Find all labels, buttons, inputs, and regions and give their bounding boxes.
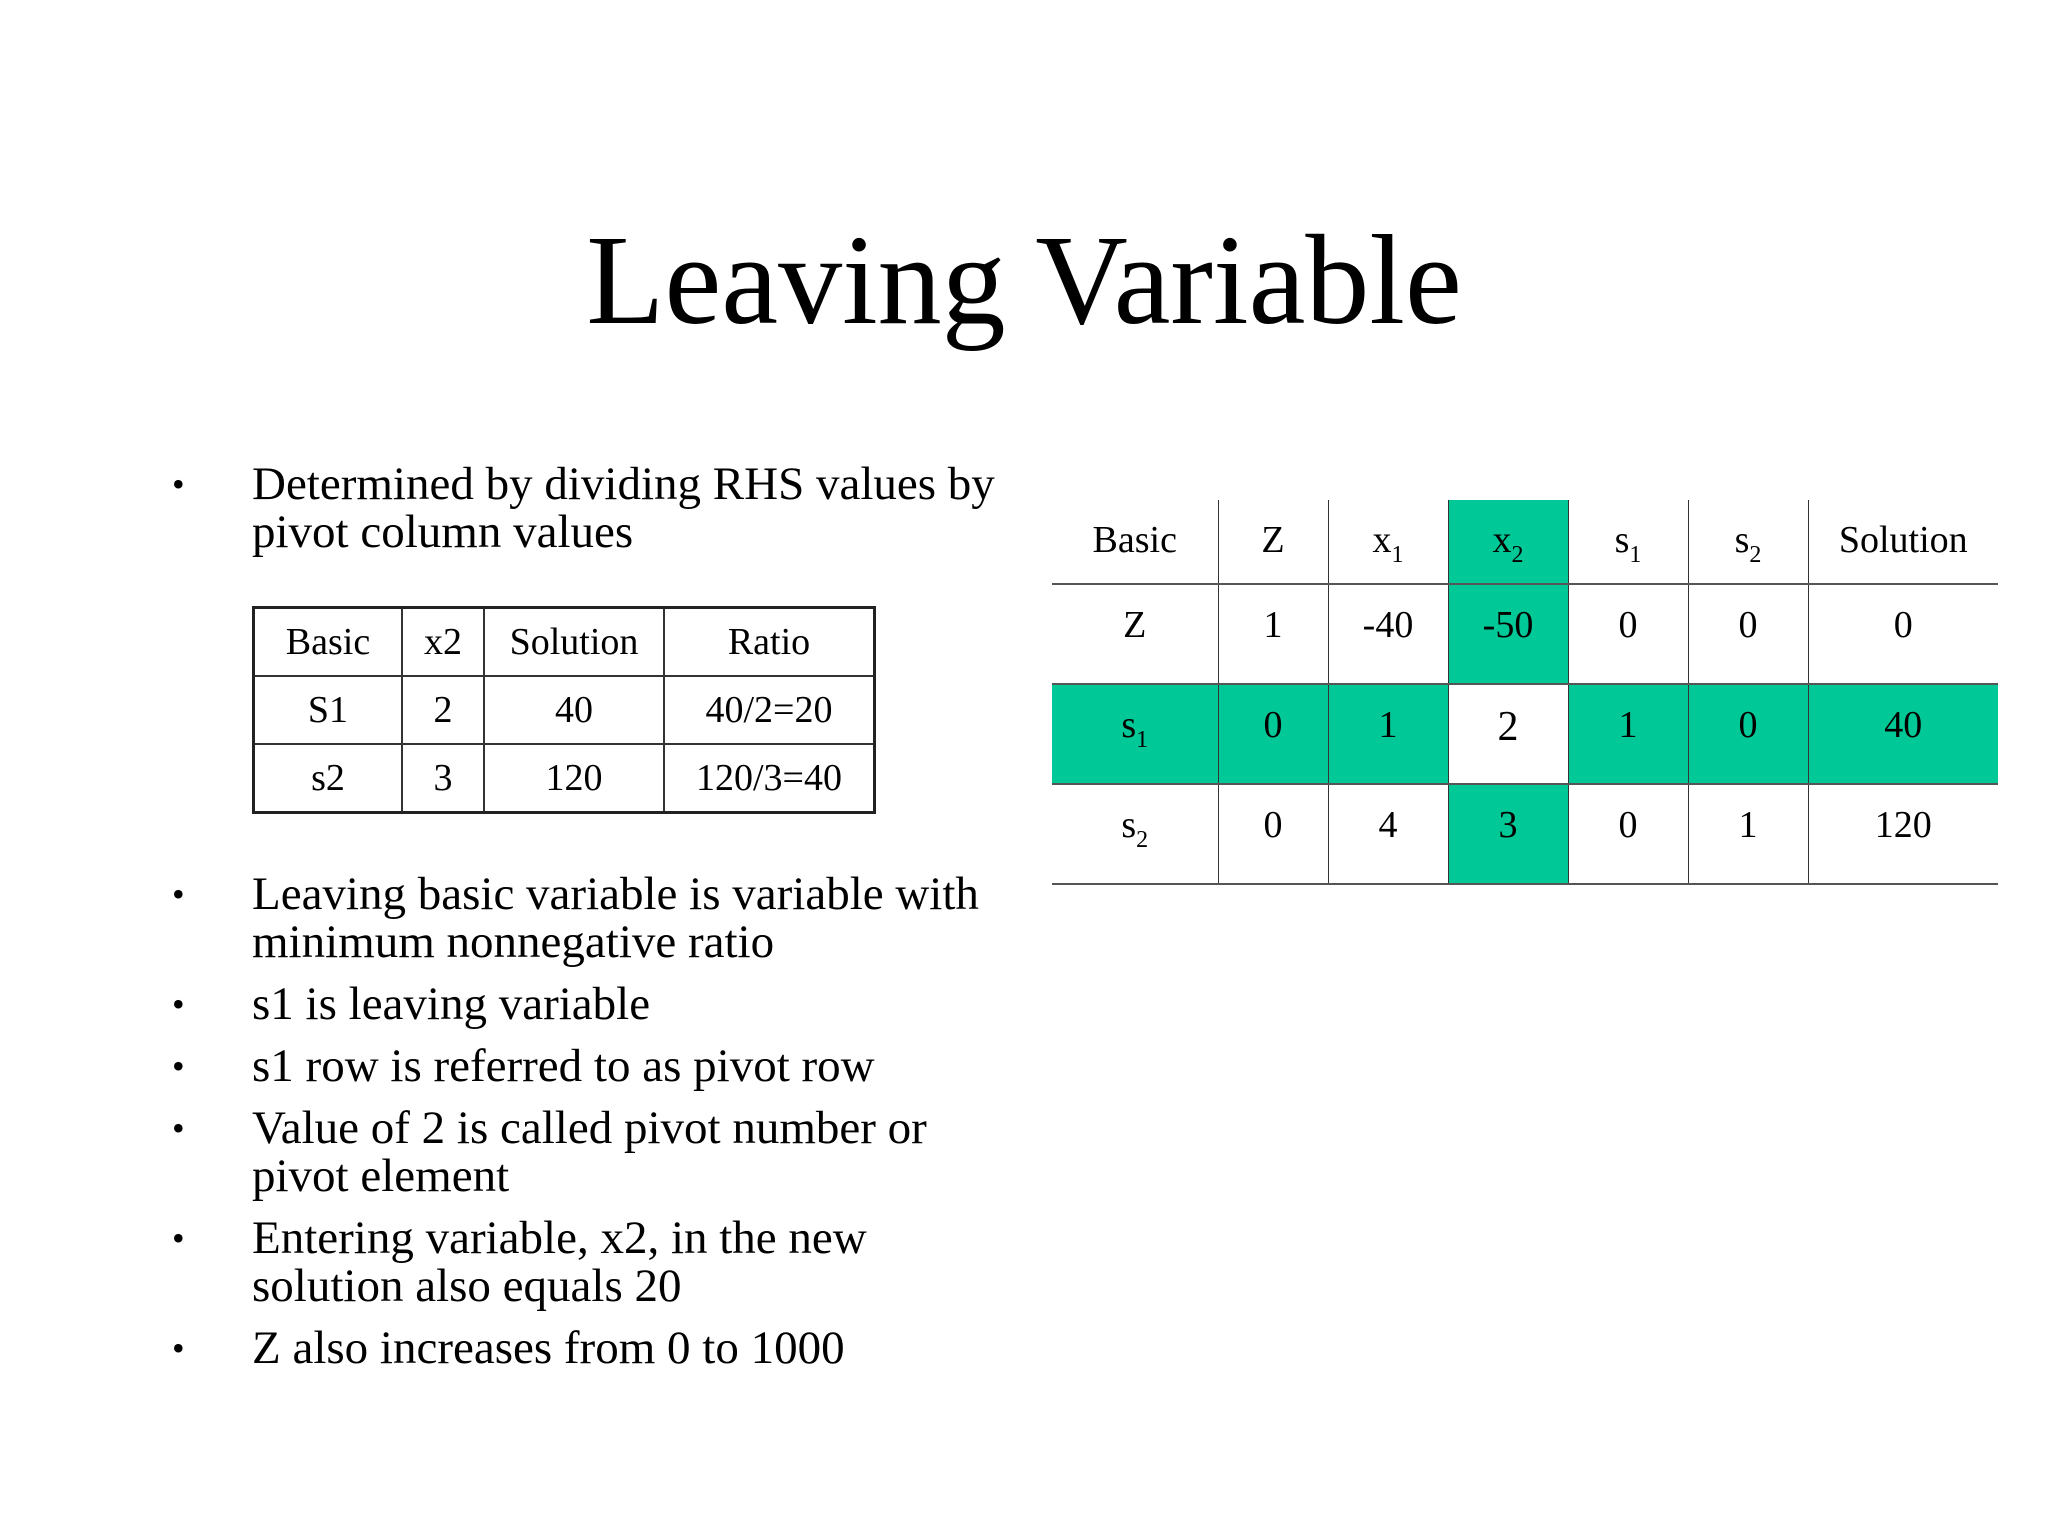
bullet-item: • s1 is leaving variable <box>172 978 651 1030</box>
tableau-header-cell: Z <box>1218 500 1328 584</box>
bullet-icon: • <box>172 984 185 1024</box>
tableau-cell: 40 <box>1808 684 1998 784</box>
tableau-cell: 0 <box>1568 584 1688 684</box>
tableau-header-row <box>1052 500 1998 584</box>
ratio-header-row <box>254 608 875 677</box>
ratio-header-cell: Basic <box>254 608 403 677</box>
ratio-cell: S1 <box>254 676 403 744</box>
ratio-header-cell: Ratio <box>664 608 875 677</box>
tableau-cell: 120 <box>1808 784 1998 884</box>
ratio-cell: 3 <box>402 744 484 813</box>
tableau-cell: 0 <box>1218 684 1328 784</box>
tableau-cell: 1 <box>1568 684 1688 784</box>
table-row <box>254 744 875 813</box>
tableau-header-cell: $x_1$ <box>1328 500 1448 584</box>
tableau-header-cell: Solution <box>1808 500 1998 584</box>
table-row <box>1052 784 1998 884</box>
ratio-cell: s2 <box>254 744 403 813</box>
bullet-icon: • <box>172 464 185 504</box>
bullet-list-top <box>172 460 1002 570</box>
tableau-basic-cell: Z <box>1052 584 1218 684</box>
tableau-header-cell-pivot-column: $x_2$ <box>1448 500 1568 584</box>
pivot-element: 2 <box>1448 684 1568 784</box>
bullet-item: • Z also increases from 0 to 1000 <box>172 1322 845 1374</box>
table-row <box>1052 584 1998 684</box>
tableau-cell-pivot-column: -50 <box>1448 584 1568 684</box>
tableau-cell: 1 <box>1218 584 1328 684</box>
tableau-header-cell: $s_1$ <box>1568 500 1688 584</box>
tableau-cell: 1 <box>1688 784 1808 884</box>
bullet-item: • Value of 2 is called pivot number or pivot element <box>172 1102 927 1202</box>
table-row <box>254 676 875 744</box>
bullet-item: • Determined by dividing RHS values by pivot column values <box>172 458 995 558</box>
tableau-header-cell: $s_2$ <box>1688 500 1808 584</box>
bullet-item: • Leaving basic variable is variable with minimum nonnegative ratio <box>172 868 979 968</box>
tableau-cell: -40 <box>1328 584 1448 684</box>
tableau-cell: 4 <box>1328 784 1448 884</box>
ratio-cell: 2 <box>402 676 484 744</box>
table-row-pivot <box>1052 684 1998 784</box>
slide-title: Leaving Variable <box>586 209 1462 351</box>
tableau-cell: 0 <box>1808 584 1998 684</box>
bullet-icon: • <box>172 1046 185 1086</box>
ratio-header-cell: Solution <box>484 608 664 677</box>
ratio-cell: 120 <box>484 744 664 813</box>
bullet-icon: • <box>172 1218 185 1258</box>
bullet-icon: • <box>172 874 185 914</box>
bullet-icon: • <box>172 1108 185 1148</box>
bullet-icon: • <box>172 1328 185 1368</box>
ratio-cell: 120/3=40 <box>664 744 875 813</box>
tableau-cell: 0 <box>1688 684 1808 784</box>
tableau-header-cell: Basic <box>1052 500 1218 584</box>
tableau-cell: 0 <box>1218 784 1328 884</box>
ratio-table <box>252 606 876 814</box>
tableau-cell-pivot-column: 3 <box>1448 784 1568 884</box>
ratio-cell: 40/2=20 <box>664 676 875 744</box>
ratio-cell: 40 <box>484 676 664 744</box>
bullet-item: • Entering variable, x2, in the new solution also equals 20 <box>172 1212 867 1312</box>
bullet-item: • s1 row is referred to as pivot row <box>172 1040 875 1092</box>
tableau-cell: 1 <box>1328 684 1448 784</box>
simplex-tableau <box>1052 500 1998 885</box>
tableau-cell: 0 <box>1568 784 1688 884</box>
bullet-list-bottom <box>172 870 1002 1386</box>
tableau-basic-cell: $s_2$ <box>1052 784 1218 884</box>
ratio-header-cell: x2 <box>402 608 484 677</box>
tableau-basic-cell: $s_1$ <box>1052 684 1218 784</box>
tableau-cell: 0 <box>1688 584 1808 684</box>
